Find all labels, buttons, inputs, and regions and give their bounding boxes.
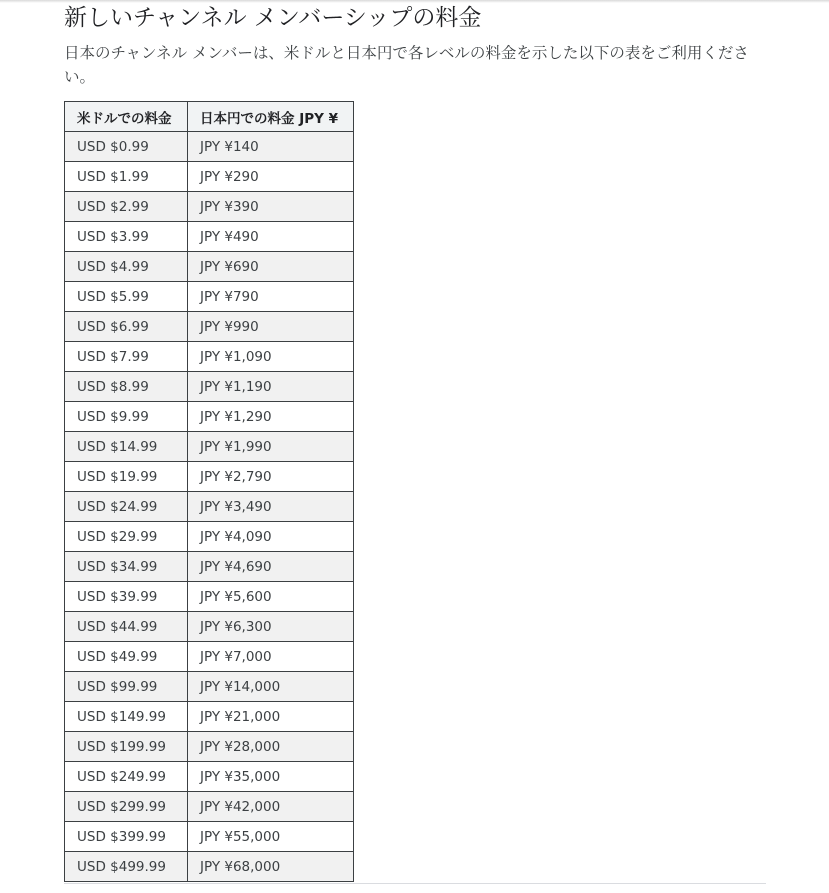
pricing-table	[64, 101, 354, 882]
usd-price-header: 米ドルでの料金	[65, 102, 188, 132]
jpy-price-cell: JPY ¥2,790	[188, 462, 354, 492]
jpy-price-cell: JPY ¥390	[188, 192, 354, 222]
usd-price-cell: USD $499.99	[65, 852, 188, 882]
jpy-price-cell: JPY ¥68,000	[188, 852, 354, 882]
usd-price-cell: USD $44.99	[65, 612, 188, 642]
usd-price-cell: USD $199.99	[65, 732, 188, 762]
jpy-price-cell: JPY ¥7,000	[188, 642, 354, 672]
jpy-price-cell: JPY ¥3,490	[188, 492, 354, 522]
usd-price-cell: USD $249.99	[65, 762, 188, 792]
table-row	[65, 192, 354, 222]
table-row	[65, 852, 354, 882]
table-row	[65, 672, 354, 702]
usd-price-cell: USD $3.99	[65, 222, 188, 252]
jpy-price-cell: JPY ¥1,090	[188, 342, 354, 372]
usd-price-cell: USD $14.99	[65, 432, 188, 462]
usd-price-cell: USD $24.99	[65, 492, 188, 522]
jpy-price-cell: JPY ¥55,000	[188, 822, 354, 852]
table-row	[65, 372, 354, 402]
jpy-price-cell: JPY ¥1,990	[188, 432, 354, 462]
jpy-price-cell: JPY ¥690	[188, 252, 354, 282]
usd-price-cell: USD $149.99	[65, 702, 188, 732]
jpy-price-cell: JPY ¥1,290	[188, 402, 354, 432]
usd-price-cell: USD $0.99	[65, 132, 188, 162]
usd-price-cell: USD $4.99	[65, 252, 188, 282]
table-row	[65, 432, 354, 462]
usd-price-cell: USD $99.99	[65, 672, 188, 702]
usd-price-cell: USD $399.99	[65, 822, 188, 852]
usd-price-cell: USD $19.99	[65, 462, 188, 492]
table-row	[65, 492, 354, 522]
jpy-price-cell: JPY ¥5,600	[188, 582, 354, 612]
table-row	[65, 402, 354, 432]
table-row	[65, 552, 354, 582]
table-header-row	[65, 102, 354, 132]
jpy-price-cell: JPY ¥28,000	[188, 732, 354, 762]
bottom-divider	[64, 883, 766, 884]
usd-price-cell: USD $29.99	[65, 522, 188, 552]
intro-paragraph: 日本のチャンネル メンバーは、米ドルと日本円で各レベルの料金を示した以下の表をご利用ください。	[64, 44, 749, 86]
usd-price-cell: USD $8.99	[65, 372, 188, 402]
jpy-price-cell: JPY ¥6,300	[188, 612, 354, 642]
jpy-price-cell: JPY ¥4,090	[188, 522, 354, 552]
table-row	[65, 282, 354, 312]
jpy-price-cell: JPY ¥42,000	[188, 792, 354, 822]
table-row	[65, 222, 354, 252]
jpy-price-cell: JPY ¥4,690	[188, 552, 354, 582]
table-row	[65, 822, 354, 852]
usd-price-cell: USD $1.99	[65, 162, 188, 192]
table-row	[65, 162, 354, 192]
jpy-price-cell: JPY ¥790	[188, 282, 354, 312]
table-row	[65, 342, 354, 372]
table-row	[65, 642, 354, 672]
table-row	[65, 732, 354, 762]
jpy-price-cell: JPY ¥35,000	[188, 762, 354, 792]
table-row	[65, 762, 354, 792]
usd-price-cell: USD $9.99	[65, 402, 188, 432]
jpy-price-cell: JPY ¥14,000	[188, 672, 354, 702]
usd-price-cell: USD $49.99	[65, 642, 188, 672]
jpy-price-cell: JPY ¥140	[188, 132, 354, 162]
table-row	[65, 312, 354, 342]
usd-price-cell: USD $7.99	[65, 342, 188, 372]
table-row	[65, 522, 354, 552]
table-row	[65, 462, 354, 492]
usd-price-cell: USD $299.99	[65, 792, 188, 822]
table-row	[65, 612, 354, 642]
jpy-price-cell: JPY ¥490	[188, 222, 354, 252]
usd-price-cell: USD $39.99	[65, 582, 188, 612]
usd-price-cell: USD $5.99	[65, 282, 188, 312]
section-title: 新しいチャンネル メンバーシップの料金	[64, 5, 482, 31]
jpy-price-cell: JPY ¥1,190	[188, 372, 354, 402]
table-row	[65, 702, 354, 732]
table-row	[65, 582, 354, 612]
usd-price-cell: USD $6.99	[65, 312, 188, 342]
jpy-price-cell: JPY ¥21,000	[188, 702, 354, 732]
table-row	[65, 792, 354, 822]
jpy-price-cell: JPY ¥290	[188, 162, 354, 192]
table-row	[65, 252, 354, 282]
jpy-price-header: 日本円での料金 JPY ¥	[188, 102, 354, 132]
table-row	[65, 132, 354, 162]
usd-price-cell: USD $34.99	[65, 552, 188, 582]
pricing-table-body	[65, 132, 354, 882]
jpy-price-cell: JPY ¥990	[188, 312, 354, 342]
usd-price-cell: USD $2.99	[65, 192, 188, 222]
